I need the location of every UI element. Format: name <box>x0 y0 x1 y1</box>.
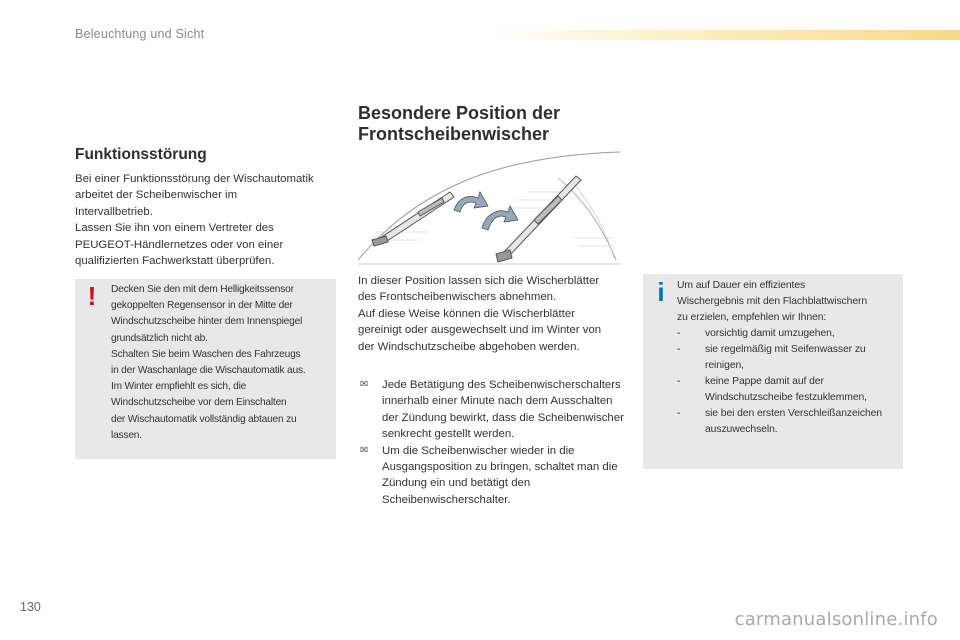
fault-paragraph <box>75 171 345 269</box>
warning-line: der Wischautomatik vollständig abtauen zu <box>111 413 297 425</box>
list-item <box>677 406 901 438</box>
bullet-text: Jede Betätigung des Scheibenwischerschalters innerhalb einer Minute nach dem Ausschalten der Zündung bewirkt, dass die Scheibenwischer senkrecht gestellt werden. <box>382 379 624 441</box>
list-item <box>677 374 901 406</box>
special-position-heading <box>358 103 618 145</box>
fault-line: arbeitet der Scheibenwischer im <box>75 189 238 202</box>
fault-line: qualifizierten Fachwerkstatt überprüfen. <box>75 255 275 268</box>
info-intro-line: Um auf Dauer ein effizientes <box>677 280 806 291</box>
dash-bullet: - <box>677 328 681 339</box>
info-icon: i <box>657 277 665 307</box>
list-item <box>677 342 901 374</box>
envelope-bullet-icon: ✉ <box>360 379 369 390</box>
special-position-bullet-list <box>358 377 626 508</box>
fault-line: Bei einer Funktionsstörung der Wischautomatik <box>75 173 314 185</box>
warning-line: lassen. <box>111 429 142 441</box>
info-text <box>677 278 901 438</box>
warning-box <box>75 279 336 459</box>
bullet-text: Um die Scheibenwischer wieder in die Ausgangsposition zu bringen, schaltet man die Zündung ein und betätigt den Scheibenwischerschalter. <box>382 444 618 506</box>
info-intro <box>677 278 901 326</box>
list-item <box>358 377 626 443</box>
info-intro-line: Wischergebnis mit den Flachblattwischern <box>677 296 868 307</box>
special-position-line: der Windschutzscheibe abgehoben werden. <box>358 340 580 353</box>
info-box <box>643 274 903 469</box>
page-number: 130 <box>20 600 41 614</box>
warning-exclamation-icon: ! <box>87 281 97 311</box>
warning-text <box>111 282 327 444</box>
list-item <box>358 443 626 509</box>
windscreen-wiper-illustration-icon <box>358 148 620 266</box>
list-item <box>677 326 901 342</box>
warning-line: Schalten Sie beim Waschen des Fahrzeugs <box>111 348 301 360</box>
fault-heading: Funktionsstörung <box>75 146 207 163</box>
special-position-line: Auf diese Weise können die Wischerblätter <box>358 307 575 320</box>
fault-line: Lassen Sie ihn von einem Vertreter des <box>75 222 274 235</box>
envelope-bullet-icon: ✉ <box>360 444 369 456</box>
info-item-text: vorsichtig damit umzugehen, <box>705 328 835 339</box>
info-list <box>677 326 901 438</box>
warning-line: gekoppelten Regensensor in der Mitte der <box>111 300 293 312</box>
info-item-text: sie regelmäßig mit Seifenwasser zu reinigen, <box>705 344 866 371</box>
fault-line: Intervallbetrieb. <box>75 205 153 218</box>
warning-line: grundsätzlich nicht ab. <box>111 332 208 344</box>
dash-bullet: - <box>677 376 681 387</box>
warning-line: Windschutzscheibe vor dem Einschalten <box>111 397 287 409</box>
warning-line: in der Waschanlage die Wischautomatik aus. <box>111 365 306 377</box>
info-item-text: keine Pappe damit auf der Windschutzscheibe festzuklemmen, <box>705 376 867 403</box>
special-position-heading-line: Besondere Position der <box>358 103 561 123</box>
fault-line: PEUGEOT-Händlernetzes oder von einer <box>75 238 284 251</box>
warning-line: Decken Sie den mit dem Helligkeitssensor <box>111 284 294 295</box>
special-position-line: In dieser Position lassen sich die Wischerblätter <box>358 275 600 287</box>
special-position-heading-line: Frontscheibenwischer <box>358 124 550 144</box>
info-intro-line: zu erzielen, empfehlen wir Ihnen: <box>677 312 827 323</box>
dash-bullet: - <box>677 344 681 355</box>
dash-bullet: - <box>677 408 681 419</box>
special-position-line: gereinigt oder ausgewechselt und im Winter von <box>358 324 602 337</box>
special-position-paragraph <box>358 273 626 355</box>
header-accent-bar <box>495 30 960 40</box>
special-position-line: des Frontscheibenwischers abnehmen. <box>358 291 557 304</box>
section-header-title: Beleuchtung und Sicht <box>75 27 205 41</box>
watermark: carmanualsonline.info <box>734 609 938 630</box>
warning-line: Windschutzscheibe hinter dem Innenspiegel <box>111 316 303 328</box>
info-item-text: sie bei den ersten Verschleißanzeichen auszuwechseln. <box>705 408 882 435</box>
warning-line: Im Winter empfiehlt es sich, die <box>111 381 247 393</box>
